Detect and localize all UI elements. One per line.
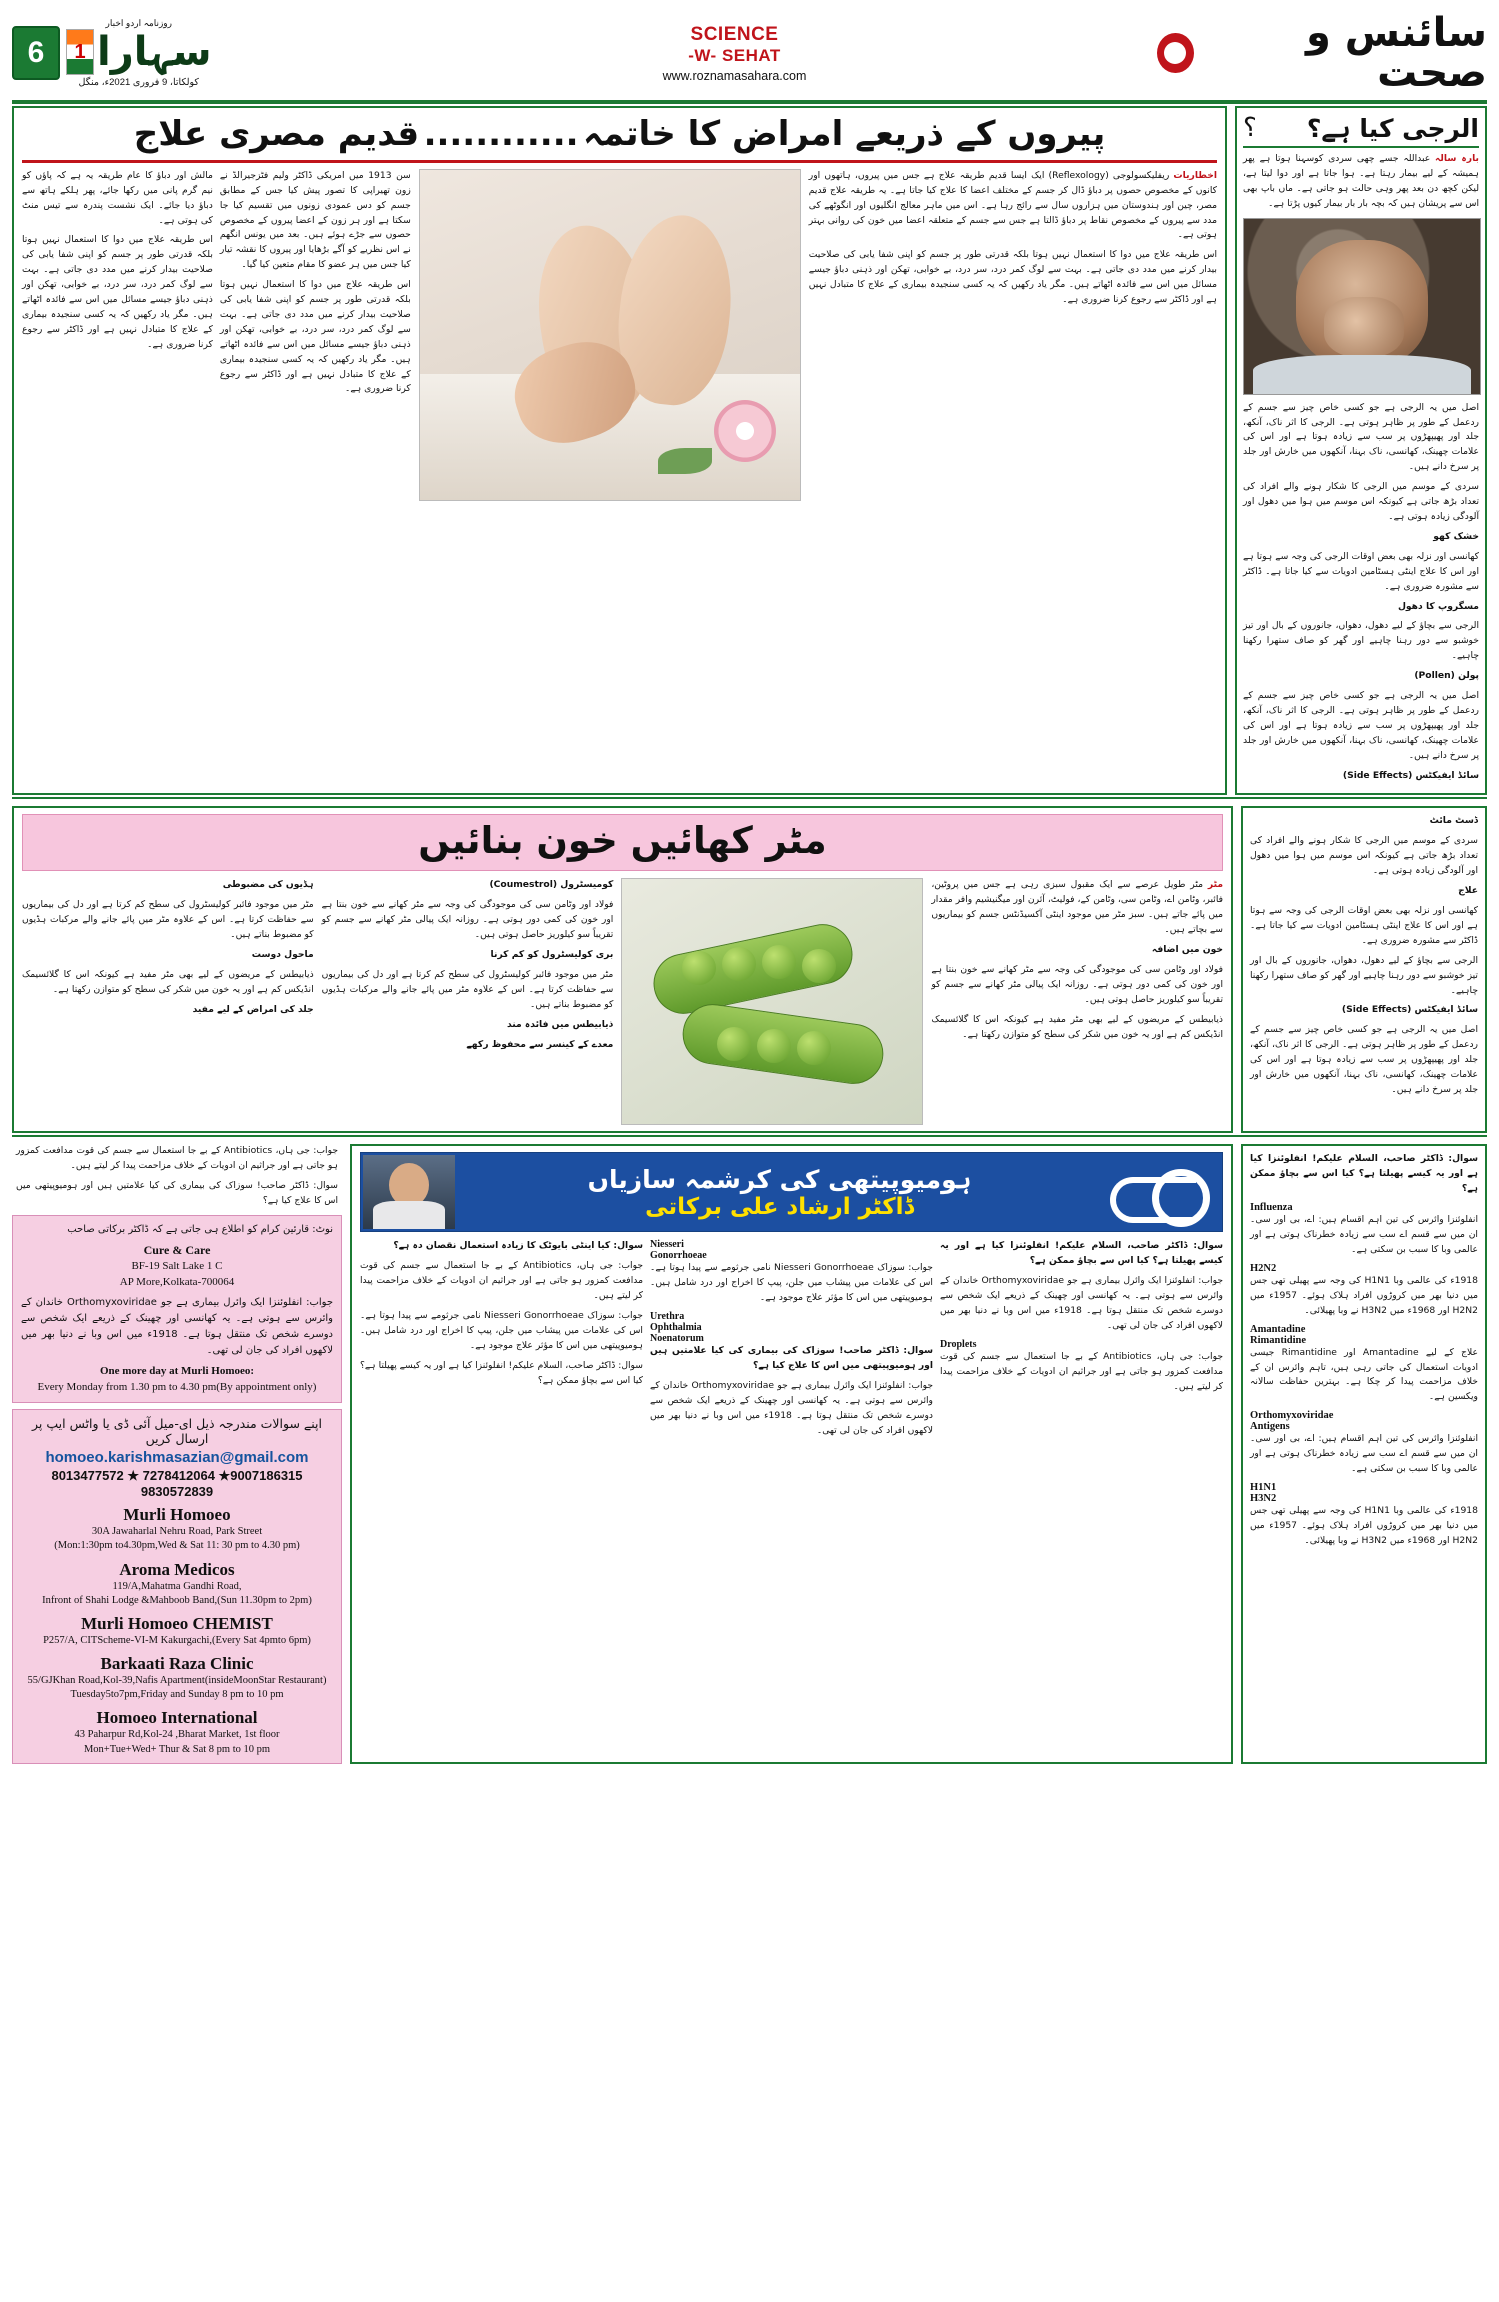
allergy-lead-word: بارہ سالہ bbox=[1435, 153, 1479, 164]
homeo-q-0b: سوال: ڈاکٹر صاحب، السلام علیکم! انفلوئنزا کیا ہے اور یہ کیسے پھیلتا ہے؟ کیا اس سے بچاؤ ممکن ہے؟ bbox=[360, 1359, 643, 1386]
peas-para-3: ذیابیطس کے مریضوں کے لیے بھی مٹر مفید ہے کیونکہ اس کا گلائسیمک انڈیکس کم ہے اور یہ خون میں شکر کی سطح کو متوازن رکھتا ہے۔ bbox=[931, 1013, 1224, 1040]
influenza-q: سوال: ڈاکٹر صاحب، السلام علیکم! انفلوئنزا کیا ہے اور یہ کیسے پھیلتا ہے؟ کیا اس سے بچاؤ ممکن ہے؟ bbox=[1250, 1153, 1478, 1195]
reflexology-header bbox=[22, 114, 1217, 155]
reflexology-col1-lead bbox=[809, 169, 1217, 244]
homeopathy-banner-line1: ہومیوپیتھی کی کرشمہ سازیاں bbox=[587, 1164, 972, 1194]
reflexology-col-3 bbox=[22, 169, 213, 501]
allergy-cont-sub-2: ڈسٹ مائٹ bbox=[1429, 815, 1478, 827]
homeo-a-1b: جواب: سوزاک Niesseri Gonorrhoeae نامی جرثومے سے پیدا ہوتا ہے۔ اس کی علامات میں پیشاب میں جلن، پیپ کا اخراج اور درد شامل ہیں۔ ہومیوپیتھی میں اس کا مؤثر علاج موجود ہے۔ bbox=[360, 1310, 643, 1351]
peas-col-3 bbox=[322, 878, 614, 1125]
clinic-list-item bbox=[21, 1654, 333, 1702]
homeo-a-2b: جواب: جی ہاں، Antibiotics کے بے جا استعمال سے جسم کی قوت مدافعت کمزور ہو جاتی ہے اور جراثیم ان ادویات کے خلاف مزاحمت پیدا کر لیتے ہیں۔ bbox=[940, 1350, 1224, 1392]
medicine-name-5: Noenatorum bbox=[650, 1333, 704, 1345]
allergy-para-4: الرجی سے بچاؤ کے لیے دھول، دھواں، جانوروں کے بال اور تیز خوشبو سے دور رہنا چاہیے اور گھر کو صاف ستھرا رکھنا چاہیے۔ bbox=[1243, 620, 1479, 662]
clinic-name-0: Murli Homoeo bbox=[123, 1505, 231, 1525]
clinic-address-2: P257/A, CITScheme-VI-M Kakurgachi,(Every Sat 4pmto 6pm) bbox=[43, 1634, 311, 1646]
allergy-continued-column bbox=[1241, 806, 1487, 1133]
reflexology-col1-text: ریفلیکسولوجی (Reflexology) ایک ایسا قدیم طریقہ علاج ہے جس میں پیروں، ہاتھوں اور کانوں کے مخصوص حصوں پر دباؤ ڈال کر جسم کے مختلف اعضا کا علاج کیا جاتا ہے۔ یہ طریقہ علاج قدیم مصر، چین اور ہندوستان میں ہزاروں سال سے رائج رہا ہے۔ اس میں ماہر معالج انگلیوں اور انگوٹھے کی مدد سے پیروں کے مخصوص نقاط پر دباؤ ڈالتا ہے جس سے جسم کے متعلقہ اعضا میں خون کی روانی بہتر ہوتی ہے۔ bbox=[808, 169, 1217, 241]
reflexology-text-columns bbox=[22, 169, 411, 501]
flag-icon: 1 bbox=[66, 29, 94, 75]
peas-col-1 bbox=[931, 878, 1223, 1125]
clinic-list-item bbox=[21, 1505, 333, 1553]
reflexology-col1-text2: اس طریقہ علاج میں دوا کا استعمال نہیں ہوتا بلکہ قدرتی طور پر جسم کو اپنی شفا یابی کی صلاحیت بیدار کرنے میں مدد دی جاتی ہے۔ بہت سے لوگ کمر درد، سر درد، بے خوابی، تھکن اور ذہنی دباؤ جیسے مسائل میں اس سے فائدہ اٹھاتے ہیں۔ مگر یاد رکھیں کہ یہ کسی سنجیدہ بیماری کے علاج کا متبادل نہیں ہے اور ڈاکٹر سے رجوع کرنا ضروری ہے۔ bbox=[808, 249, 1217, 306]
peas-para-1: فولاد اور وٹامن سی کی موجودگی کی وجہ سے مٹر کھانے سے خون بنتا ہے اور خون کی کمی دور ہوتی ہے۔ روزانہ ایک پیالی مٹر کھانے سے جسم کو تقریباً سو کیلوریز حاصل ہوتی ہیں۔ bbox=[931, 964, 1224, 1005]
allergy-article bbox=[1235, 106, 1487, 795]
allergy-para-2: سردی کے موسم میں الرجی کا شکار ہونے والے افراد کی تعداد بڑھ جاتی ہے کیونکہ اس موسم میں ہوا میں دھول اور آلودگی زیادہ ہوتی ہے۔ bbox=[1243, 481, 1479, 522]
clinic-contact-box bbox=[12, 1409, 342, 1764]
section-title-en-line2: -W- SEHAT bbox=[688, 45, 781, 65]
peas-lead-word: مٹر bbox=[1207, 879, 1224, 891]
masthead-center bbox=[312, 10, 1157, 96]
reflexology-col2-text2: اس طریقہ علاج میں دوا کا استعمال نہیں ہوتا بلکہ قدرتی طور پر جسم کو اپنی شفا یابی کی صلاحیت بیدار کرنے میں مدد دی جاتی ہے۔ بہت سے لوگ کمر درد، سر درد، بے خوابی، تھکن اور ذہنی دباؤ جیسے مسائل میں اس سے فائدہ اٹھاتے ہیں۔ مگر یاد رکھیں کہ یہ کسی سنجیدہ بیماری کے علاج کا متبادل نہیں ہے اور ڈاکٹر سے رجوع کرنا ضروری ہے۔ bbox=[219, 279, 411, 395]
medicine-name-4: Ophthalmia bbox=[650, 1322, 702, 1334]
allergy-cont-para-1: کھانسی اور نزلہ بھی بعض اوقات الرجی کی وجہ سے ہوتا ہے اور اس کا علاج اینٹی ہسٹامین ادویات سے کیا جاتا ہے۔ ڈاکٹر سے مشورہ ضروری ہے۔ bbox=[1250, 905, 1478, 946]
peas-sub-2: ہڈیوں کی مضبوطی bbox=[222, 879, 314, 891]
reflexology-title-part1: قدیم مصری علاج bbox=[133, 114, 420, 154]
email-instruction: اپنے سوالات مندرجہ ذیل ای-میل آئی ڈی یا واٹس ایپ پر ارسال کریں bbox=[32, 1416, 322, 1447]
homeopathy-banner-text bbox=[457, 1165, 1102, 1220]
reflexology-title-dots: ............ bbox=[423, 114, 579, 154]
homeo-a-0: جواب: انفلوئنزا ایک وائرل بیماری ہے جو Orthomyxoviridae خاندان کے وائرس سے ہوتی ہے۔ یہ کھانسی اور چھینک کے ذریعے ایک شخص سے دوسرے شخص تک منتقل ہوتا ہے۔ 1918ء میں اس وبا نے دنیا بھر میں لاکھوں افراد کی جان لی تھی۔ bbox=[650, 1380, 933, 1436]
masthead-right bbox=[1157, 10, 1487, 96]
allergy-subheading-1: مسگروپ کا دھول bbox=[1397, 600, 1479, 612]
homeo-left-text: جواب: جی ہاں، Antibiotics کے بے جا استعمال سے جسم کی قوت مدافعت کمزور ہو جاتی ہے اور جراثیم ان ادویات کے خلاف مزاحمت پیدا کر لیتے ہیں۔ bbox=[16, 1145, 338, 1172]
divider-green-2 bbox=[12, 797, 1487, 799]
homeo-col-1 bbox=[940, 1239, 1223, 1443]
green-peas-pods-photo bbox=[621, 878, 923, 1125]
allergy-cont-sub-4: علاج bbox=[1458, 885, 1478, 897]
allergy-cont-para-0: سردی کے موسم میں الرجی کا شکار ہونے والے افراد کی تعداد بڑھ جاتی ہے کیونکہ اس موسم میں ہوا میں دھول اور آلودگی زیادہ ہوتی ہے۔ bbox=[1250, 835, 1478, 877]
homeo-col-3 bbox=[360, 1239, 643, 1443]
clinic-name-3: Barkaati Raza Clinic bbox=[100, 1654, 254, 1674]
one-more-day-label: One more day at Murli Homoeo: bbox=[99, 1365, 255, 1378]
paper-name-urdu: سہارا bbox=[97, 29, 212, 75]
homeopathy-columns bbox=[360, 1239, 1223, 1443]
term-influenza: Influenza bbox=[1250, 1202, 1293, 1214]
influenza-column bbox=[1241, 1144, 1487, 1763]
peas-sub-3: ماحول دوست bbox=[251, 949, 314, 961]
clinic-name-2: Murli Homoeo CHEMIST bbox=[81, 1613, 273, 1633]
website-url[interactable]: www.roznamasahara.com bbox=[662, 68, 807, 83]
term-orthomyxoviridae: Orthomyxoviridae bbox=[1250, 1410, 1334, 1422]
peas-col3-text: فولاد اور وٹامن سی کی موجودگی کی وجہ سے مٹر کھانے سے خون بنتا ہے اور خون کی کمی دور ہوتی ہے۔ روزانہ ایک پیالی مٹر کھانے سے جسم کو تقریباً سو کیلوریز حاصل ہوتی ہیں۔ bbox=[321, 899, 614, 941]
homeo-a-1: جواب: سوزاک Niesseri Gonorrhoeae نامی جرثومے سے پیدا ہوتا ہے۔ اس کی علامات میں پیشاب میں جلن، پیپ کا اخراج اور درد شامل ہیں۔ ہومیوپیتھی میں اس کا مؤثر علاج موجود ہے۔ bbox=[650, 1262, 933, 1304]
influenza-para-2: علاج کے لیے Amantadine اور Rimantidine جیسی ادویات استعمال کی جاتی رہی ہیں، تاہم وائرس ان کے خلاف مزاحمت پیدا کر چکا ہے۔ بہترین حفاظت سالانہ ویکسین ہے۔ bbox=[1250, 1346, 1478, 1403]
clinic-brand: Cure & Care bbox=[143, 1243, 211, 1258]
paper-logo bbox=[66, 18, 212, 88]
clinic-note-title: نوٹ: قارئین کرام کو اطلاع ہی جاتی ہے کہ ڈاکٹر برکاتی صاحب bbox=[67, 1224, 333, 1236]
influenza-para-4: 1918ء کی عالمی وبا H1N1 کی وجہ سے پھیلی تھی جس میں دنیا بھر میں کروڑوں افراد ہلاک ہوئے۔ 1957ء میں H2N2 اور 1968ء میں H3N2 نے وبا پھیلائی۔ bbox=[1250, 1504, 1478, 1546]
allergy-subheading-3: پولن (Pollen) bbox=[1414, 670, 1479, 682]
reflexology-col3-text: مالش اور دباؤ کا عام طریقہ یہ ہے کہ پاؤں کو نیم گرم پانی میں رکھا جائے، پھر ہلکے ہاتھ سے دباؤ دیا جائے۔ ایک نشست پندرہ سے تیس منٹ کی ہوتی ہے۔ bbox=[22, 169, 213, 226]
allergy-subheading-0: خشک کھو bbox=[1433, 530, 1479, 542]
star-burst-icon bbox=[1157, 33, 1194, 73]
phone-numbers[interactable]: 8013477572 ★ 7278412064 ★9007186315 9830572839 bbox=[51, 1468, 303, 1500]
section-peas bbox=[12, 806, 1487, 1133]
allergy-para-1: اصل میں یہ الرجی ہے جو کسی خاص چیز سے جسم کے ردعمل کے طور پر ظاہر ہوتی ہے۔ الرجی کا اثر ناک، آنکھ، جلد اور پھیپھڑوں پر سب سے زیادہ ہوتا ہے اور اس کی علامات چھینک، کھانسی، ناک بہنا، آنکھوں میں خارش اور جلد پر سرخ دانے ہیں۔ bbox=[1243, 401, 1479, 473]
peas-lead-paragraph bbox=[931, 878, 1223, 938]
doctor-portrait-photo bbox=[363, 1155, 455, 1229]
section-title-en-line1: SCIENCE bbox=[690, 23, 779, 45]
clinic-list-item bbox=[21, 1614, 333, 1648]
medicine-name-3: Urethra bbox=[650, 1311, 685, 1323]
email-address[interactable]: homoeo.karishmasazian@gmail.com bbox=[45, 1449, 309, 1467]
peas-article bbox=[12, 806, 1233, 1133]
clinic-timing-1: Infront of Shahi Lodge &Mahboob Band,(Sun 11.30pm to 2pm) bbox=[42, 1594, 312, 1606]
peas-body bbox=[22, 878, 1223, 1125]
peas-banner bbox=[22, 814, 1223, 871]
clinic-timing-0: (Mon:1:30pm to4.30pm,Wed & Sat 11: 30 pm to 4.30 pm) bbox=[54, 1540, 300, 1552]
clinic-list-item bbox=[21, 1560, 333, 1608]
medicine-name-2: Droplets bbox=[940, 1338, 977, 1350]
term-h3n2: H3N2 bbox=[1250, 1492, 1277, 1504]
homeopathy-banner bbox=[360, 1152, 1223, 1232]
divider-green-3 bbox=[12, 1135, 1487, 1137]
clinic-address-4: 43 Paharpur Rd,Kol-24 ,Bharat Market, 1st floor bbox=[74, 1729, 280, 1741]
section-reflexology bbox=[12, 106, 1487, 795]
peas-para-0: مٹر طویل عرصے سے ایک مقبول سبزی رہی ہے جس میں پروٹین، فائبر، وٹامن اے، وٹامن سی، وٹامن کے، فولیٹ، آئرن اور میگنیشیم وافر مقدار میں پائے جاتے ہیں۔ سبز مٹر میں موجود اینٹی آکسیڈنٹس جسم کو بیماریوں سے بچاتے ہیں۔ bbox=[931, 879, 1224, 936]
section-homeopathy bbox=[12, 1144, 1487, 1763]
homeo-left-text2: سوال: ڈاکٹر صاحب! سوزاک کی بیماری کی کیا علامتیں ہیں اور ہومیوپیتھی میں اس کا علاج کیا ہے؟ bbox=[16, 1180, 338, 1207]
peas-coumestrol: کومیسٹرول (Coumestrol) bbox=[489, 879, 614, 891]
clinic-address-3: 55/GJKhan Road,Kol-39,Nafis Apartment(insideMoonStar Restaurant) bbox=[27, 1675, 327, 1687]
homeo-q-0: سوال: ڈاکٹر صاحب، السلام علیکم! انفلوئنزا کیا ہے اور یہ کیسے پھیلتا ہے؟ کیا اس سے بچاؤ ممکن ہے؟ bbox=[940, 1240, 1223, 1267]
one-more-day-time: Every Monday from 1.30 pm to 4.30 pm(By appointment only) bbox=[37, 1381, 317, 1394]
paper-top-line: روزنامہ اردو اخبار bbox=[105, 18, 172, 28]
masthead bbox=[12, 10, 1487, 96]
peas-sub-6: معدے کے کینسر سے محفوظ رکھے bbox=[466, 1038, 614, 1050]
peas-col3-text2: مٹر میں موجود فائبر کولیسٹرول کی سطح کم کرتا ہے اور دل کی بیماریوں سے حفاظت کرتا ہے۔ اس کے علاوہ مٹر میں پائے جانے والے مرکبات ہڈیوں کو مضبوط بناتے ہیں۔ bbox=[321, 969, 614, 1010]
term-h1n1: H1N1 bbox=[1250, 1481, 1277, 1493]
clinic-timing-3: Tuesday5to7pm,Friday and Sunday 8 pm to 10 pm bbox=[70, 1689, 284, 1701]
allergy-cont-para-2: الرجی سے بچاؤ کے لیے دھول، دھواں، جانوروں کے بال اور تیز خوشبو سے دور رہنا چاہیے اور گھر کو صاف ستھرا رکھنا چاہیے۔ bbox=[1250, 954, 1478, 996]
question-mark-icon: ؟ bbox=[1243, 113, 1257, 143]
reflexology-body bbox=[22, 169, 1217, 501]
clinic-note-box bbox=[12, 1215, 342, 1403]
allergy-lead-paragraph bbox=[1243, 152, 1479, 212]
stethoscope-icon bbox=[1102, 1157, 1222, 1227]
homeo-a-2: جواب: جی ہاں، Antibiotics کے بے جا استعمال سے جسم کی قوت مدافعت کمزور ہو جاتی ہے اور جراثیم ان ادویات کے خلاف مزاحمت پیدا کر لیتے ہیں۔ bbox=[360, 1260, 644, 1302]
divider-red bbox=[22, 160, 1217, 163]
foot-reflexology-photo bbox=[419, 169, 801, 501]
homeopathy-article bbox=[350, 1144, 1233, 1763]
peas-sub-4: جلد کی امراض کے لیے مفید bbox=[192, 1003, 314, 1015]
clinic-address-line-1: BF-19 Salt Lake 1 C bbox=[131, 1260, 223, 1273]
peas-col4-text2: ذیابیطس کے مریضوں کے لیے بھی مٹر مفید ہے کیونکہ اس کا گلائسیمک انڈیکس کم ہے اور یہ خون میں شکر کی سطح کو متوازن رکھتا ہے۔ bbox=[22, 969, 314, 995]
reflexology-article bbox=[12, 106, 1227, 795]
peas-sub-0: خون میں اضافہ bbox=[1151, 944, 1224, 956]
medicine-name-1: Gonorrhoeae bbox=[650, 1250, 707, 1262]
influenza-para-3: انفلوئنزا وائرس کی تین اہم اقسام ہیں: اے، بی اور سی۔ ان میں سے قسم اے سب سے زیادہ خطرناک ہوتی ہے اور عالمی وبا کا سبب بن سکتی ہے۔ bbox=[1250, 1433, 1478, 1475]
homeo-col-2 bbox=[650, 1239, 933, 1443]
reflexology-col-2 bbox=[220, 169, 411, 501]
allergy-cont-sub-5: سائڈ ایفیکٹس (Side Effects) bbox=[1341, 1004, 1478, 1016]
homeo-a-0b: جواب: انفلوئنزا ایک وائرل بیماری ہے جو Orthomyxoviridae خاندان کے وائرس سے ہوتی ہے۔ یہ کھانسی اور چھینک کے ذریعے ایک شخص سے دوسرے شخص تک منتقل ہوتا ہے۔ 1918ء میں اس وبا نے دنیا بھر میں لاکھوں افراد کی جان لی تھی۔ bbox=[940, 1275, 1223, 1331]
reflexology-lead-word: اخطاریات bbox=[1173, 169, 1218, 181]
allergy-cont-para-3: اصل میں یہ الرجی ہے جو کسی خاص چیز سے جسم کے ردعمل کے طور پر ظاہر ہوتی ہے۔ الرجی کا اثر ناک، آنکھ، جلد اور پھیپھڑوں پر سب سے زیادہ ہوتا ہے اور اس کی علامات چھینک، کھانسی، ناک بہنا، آنکھوں میں خارش اور جلد پر سرخ دانے ہیں۔ bbox=[1250, 1024, 1478, 1095]
reflexology-col2-text: سن 1913 میں امریکی ڈاکٹر ولیم فٹزجیرالڈ نے زون تھیراپی کا تصور پیش کیا جس کے مطابق جسم کو دس عمودی زونوں میں تقسیم کیا جا سکتا ہے اور ہر زون کے اعضا پیروں کے مخصوص حصوں سے جڑے ہوئے ہیں۔ بعد میں یونس انگھم نے اس نظریے کو آگے بڑھایا اور پیروں کا نقشہ تیار کیا جس میں ہر عضو کا مقام متعین کیا گیا۔ bbox=[219, 169, 411, 271]
clinic-list-item bbox=[21, 1708, 333, 1756]
term-amantadine: Amantadine bbox=[1250, 1323, 1306, 1335]
homeo-q-1: سوال: ڈاکٹر صاحب! سوزاک کی بیماری کی کیا علامتیں ہیں اور ہومیوپیتھی میں اس کا علاج کیا ہے؟ bbox=[650, 1345, 933, 1372]
masthead-left bbox=[12, 10, 312, 96]
influenza-para-1: 1918ء کی عالمی وبا H1N1 کی وجہ سے پھیلی تھی جس میں دنیا بھر میں کروڑوں افراد ہلاک ہوئے۔ 1957ء میں H2N2 اور 1968ء میں H3N2 نے وبا پھیلائی۔ bbox=[1250, 1274, 1478, 1316]
clinic-timing-4: Mon+Tue+Wed+ Thur & Sat 8 pm to 10 pm bbox=[83, 1743, 271, 1755]
section-title-urdu: سائنس و صحت bbox=[1305, 10, 1487, 96]
allergy-para-0: عبداللہ جسے چھی سردی کوسہنا ہوتا ہے پھر ہمیشہ کے لیے بیمار رہتا ہے۔ ہوا جاتا ہے اور دوا لیتا ہے، لیکن کچھ دن بعد پھر وہی حالت ہو جاتی ہے۔ ماں باپ بھی اس سے پریشان ہیں کہ بچہ بار بار بیمار کیوں پڑتا ہے۔ bbox=[1243, 153, 1479, 209]
term-h2n2: H2N2 bbox=[1250, 1262, 1277, 1274]
coughing-man-photo bbox=[1243, 218, 1481, 395]
term-rimantidine: Rimantidine bbox=[1250, 1334, 1307, 1346]
clinic-info-column bbox=[12, 1144, 342, 1763]
page-number-badge: 6 bbox=[12, 26, 60, 80]
peas-col-4 bbox=[22, 878, 314, 1125]
clinic-address-line-2: AP More,Kolkata-700064 bbox=[119, 1276, 235, 1289]
clinic-address-0: 30A Jawaharlal Nehru Road, Park Street bbox=[91, 1526, 263, 1538]
allergy-subheading-5: سائڈ ایفیکٹس (Side Effects) bbox=[1342, 769, 1479, 781]
paper-logo-main bbox=[66, 29, 212, 75]
term-antigens: Antigens bbox=[1250, 1421, 1290, 1433]
homeo-q-2: سوال: کیا اینٹی بایوٹک کا زیادہ استعمال نقصان دہ ہے؟ bbox=[393, 1240, 643, 1252]
peas-col4-text: مٹر میں موجود فائبر کولیسٹرول کی سطح کم کرتا ہے اور دل کی بیماریوں سے حفاظت کرتا ہے۔ اس کے علاوہ مٹر میں پائے جانے والے مرکبات ہڈیوں کو مضبوط بناتے ہیں۔ bbox=[22, 899, 314, 941]
clinic-address-1: 119/A,Mahatma Gandhi Road, bbox=[112, 1580, 242, 1592]
clinic-note-urdu: جواب: انفلوئنزا ایک وائرل بیماری ہے جو Orthomyxoviridae خاندان کے وائرس سے ہوتی ہے۔ یہ کھانسی اور چھینک کے ذریعے ایک شخص سے دوسرے شخص تک منتقل ہوتا ہے۔ 1918ء میں اس وبا نے دنیا بھر میں لاکھوں افراد کی جان لی تھی۔ bbox=[21, 1297, 333, 1357]
allergy-para-3: کھانسی اور نزلہ بھی بعض اوقات الرجی کی وجہ سے ہوتا ہے اور اس کا علاج اینٹی ہسٹامین ادویات سے کیا جاتا ہے۔ ڈاکٹر سے مشورہ ضروری ہے۔ bbox=[1243, 550, 1479, 592]
paper-date-line: کولکاتا، 9 فروری 2021ء، منگل bbox=[78, 77, 199, 88]
reflexology-col3-text2: اس طریقہ علاج میں دوا کا استعمال نہیں ہوتا بلکہ قدرتی طور پر جسم کو اپنی شفا یابی کی صلاحیت بیدار کرنے میں مدد دی جاتی ہے۔ بہت سے لوگ کمر درد، سر درد، بے خوابی، تھکن اور ذہنی دباؤ جیسے مسائل میں اس سے فائدہ اٹھاتے ہیں۔ مگر یاد رکھیں کہ یہ کسی سنجیدہ بیماری کے علاج کا متبادل نہیں ہے اور ڈاکٹر سے رجوع کرنا ضروری ہے۔ bbox=[22, 234, 213, 350]
clinic-name-1: Aroma Medicos bbox=[119, 1559, 235, 1579]
reflexology-title-part2: پیروں کے ذریعے امراض کا خاتمہ bbox=[583, 114, 1106, 154]
peas-title: مٹر کھائیں خون بنائیں bbox=[418, 819, 827, 863]
reflexology-col-1 bbox=[809, 169, 1217, 501]
allergy-header bbox=[1243, 113, 1479, 148]
medicine-name-0: Niesseri bbox=[650, 1239, 684, 1251]
peas-sub-1: بری کولیسٹرول کو کم کرنا bbox=[490, 949, 614, 961]
peas-sub-5: ذیابیطس میں فائدہ مند bbox=[506, 1018, 614, 1030]
influenza-para-0: انفلوئنزا وائرس کی تین اہم اقسام ہیں: اے، بی اور سی۔ ان میں سے قسم اے سب سے زیادہ خطرناک ہوتی ہے اور عالمی وبا کا سبب بن سکتی ہے۔ bbox=[1250, 1214, 1478, 1255]
divider-green bbox=[12, 100, 1487, 104]
clinic-name-4: Homoeo International bbox=[96, 1708, 258, 1728]
homeopathy-banner-line2: ڈاکٹر ارشاد علی برکاتی bbox=[645, 1193, 914, 1220]
allergy-para-5: اصل میں یہ الرجی ہے جو کسی خاص چیز سے جسم کے ردعمل کے طور پر ظاہر ہوتی ہے۔ الرجی کا اثر ناک، آنکھ، جلد اور پھیپھڑوں پر سب سے زیادہ ہوتا ہے اور اس کی علامات چھینک، کھانسی، ناک بہنا، آنکھوں میں خارش اور جلد پر سرخ دانے ہیں۔ bbox=[1243, 690, 1479, 761]
allergy-title: الرجی کیا ہے؟ bbox=[1306, 113, 1479, 143]
